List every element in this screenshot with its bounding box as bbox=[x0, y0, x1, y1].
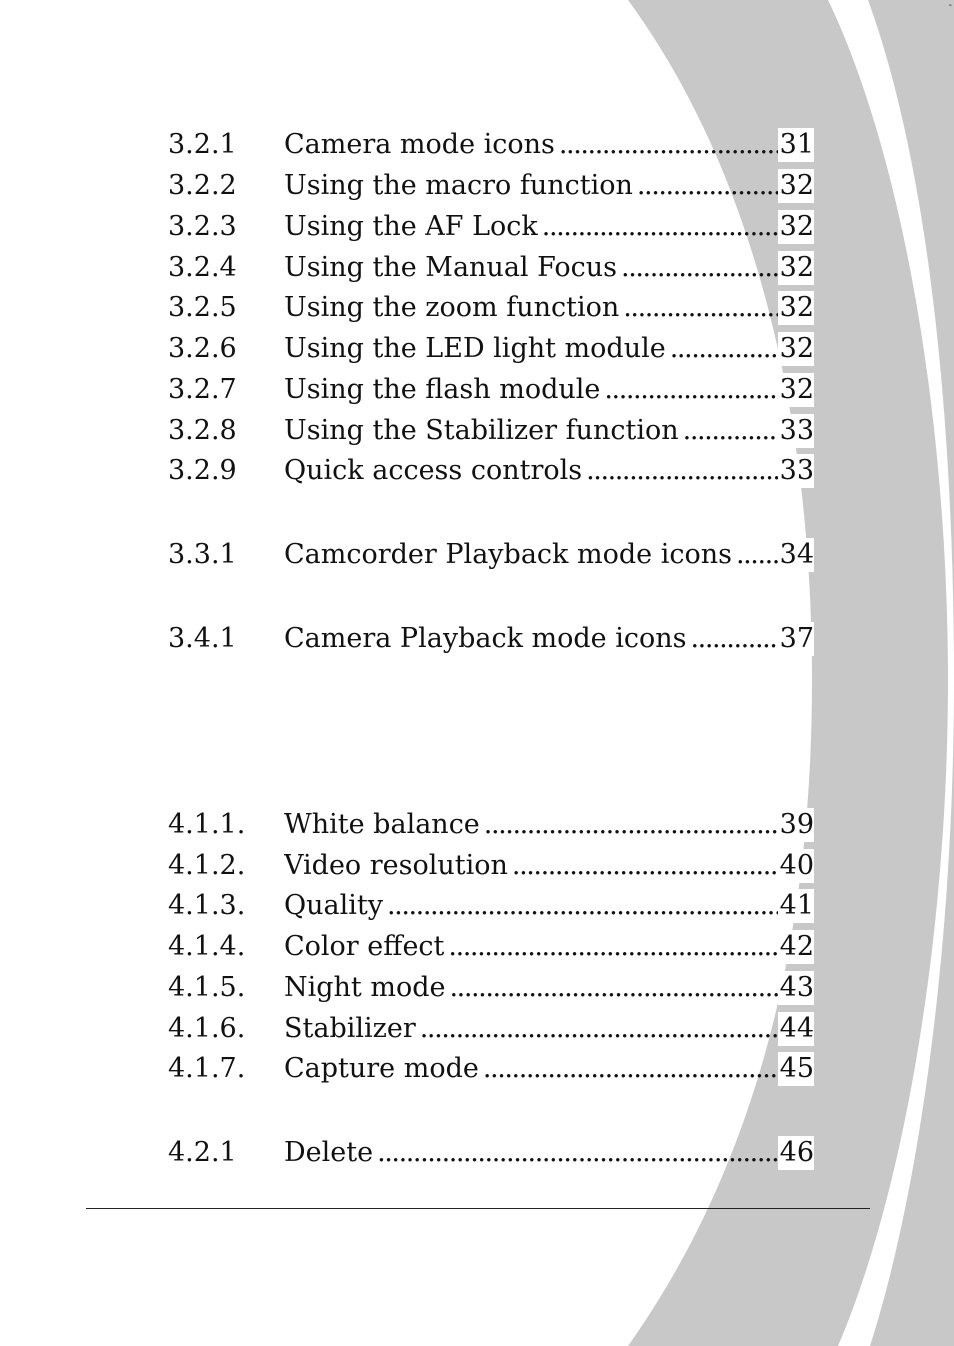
toc-entry-number: 4.1.2. bbox=[168, 850, 246, 881]
toc-entry-number: 3.2.3 bbox=[168, 211, 237, 242]
toc-entry[interactable] bbox=[168, 1136, 814, 1170]
toc-entry-number: 3.2.1 bbox=[168, 129, 237, 160]
toc-entry-page: 33 bbox=[779, 455, 814, 486]
toc-entry-title: Using the Manual Focus . . . bbox=[284, 251, 814, 285]
toc-entry-number: 4.1.4. bbox=[168, 931, 246, 962]
toc-leader-dots bbox=[416, 1013, 814, 1044]
toc-entry[interactable] bbox=[168, 454, 814, 488]
toc-leader-dots bbox=[446, 972, 815, 1003]
toc-entry[interactable] bbox=[168, 128, 814, 162]
toc-entry-page: 32 bbox=[779, 292, 814, 323]
toc-entry-page: 32 bbox=[779, 252, 814, 283]
toc-entry-title: White balance . . . bbox=[284, 808, 814, 842]
toc-entry-page: 40 bbox=[779, 850, 814, 881]
toc-entry-page: 33 bbox=[779, 415, 814, 446]
toc-entry-title: Using the LED light module . . . bbox=[284, 332, 814, 366]
toc-leader-dots bbox=[383, 890, 814, 921]
toc-entry[interactable] bbox=[168, 332, 814, 366]
toc-entry-page: 41 bbox=[779, 890, 814, 921]
toc-entry[interactable] bbox=[168, 210, 814, 244]
toc-entry-title: Camera mode icons . . . bbox=[284, 128, 814, 162]
toc-entry[interactable] bbox=[168, 622, 814, 656]
toc-entry-page: 42 bbox=[779, 931, 814, 962]
toc-leader-dots bbox=[508, 850, 814, 881]
toc-entry[interactable] bbox=[168, 169, 814, 203]
toc-entry[interactable] bbox=[168, 1052, 814, 1086]
toc-entry-number: 4.1.5. bbox=[168, 972, 246, 1003]
toc-entry[interactable] bbox=[168, 414, 814, 448]
toc-entry-title: Using the Stabilizer function . . . bbox=[284, 414, 814, 448]
toc-leader-dots bbox=[480, 809, 814, 840]
toc-entry-title: Stabilizer . . . bbox=[284, 1012, 814, 1046]
toc-entry-title: Capture mode . . . bbox=[284, 1052, 814, 1086]
toc-leader-dots bbox=[479, 1053, 814, 1084]
toc-entry-number: 4.1.6. bbox=[168, 1013, 246, 1044]
toc-entry-page: 34 bbox=[779, 539, 814, 570]
toc-entry-number: 3.2.5 bbox=[168, 292, 237, 323]
toc-entry-page: 32 bbox=[779, 374, 814, 405]
toc-entry-title: Camera Playback mode icons . . . bbox=[284, 622, 814, 656]
toc-entry-number: 4.2.1 bbox=[168, 1137, 237, 1168]
toc-entry-number: 4.1.3. bbox=[168, 890, 246, 921]
toc-entry[interactable] bbox=[168, 889, 814, 923]
toc-entry-title: Color effect . . . bbox=[284, 930, 814, 964]
corner-mark: - bbox=[948, 0, 952, 11]
toc-entry-number: 3.2.2 bbox=[168, 170, 237, 201]
toc-entry-title: Using the macro function . . . bbox=[284, 169, 814, 203]
toc-entry[interactable] bbox=[168, 251, 814, 285]
toc-entry-page: 45 bbox=[779, 1053, 814, 1084]
toc-entry-title: Quality . . . bbox=[284, 889, 814, 923]
toc-entry-title: Night mode . . . bbox=[284, 971, 814, 1005]
toc-entry-page: 31 bbox=[779, 129, 814, 160]
toc-entry-title: Using the zoom function . . . bbox=[284, 291, 814, 325]
toc-entry-title: Delete . . . bbox=[284, 1136, 814, 1170]
toc-entry-number: 3.4.1 bbox=[168, 623, 237, 654]
toc-entry-title: Using the AF Lock . . . bbox=[284, 210, 814, 244]
toc-entry-number: 3.2.7 bbox=[168, 374, 237, 405]
toc-entry[interactable] bbox=[168, 291, 814, 325]
toc-entry[interactable] bbox=[168, 849, 814, 883]
toc-entry-number: 4.1.7. bbox=[168, 1053, 246, 1084]
toc-entry[interactable] bbox=[168, 373, 814, 407]
toc-leader-dots bbox=[555, 129, 814, 160]
toc-entry-page: 39 bbox=[779, 809, 814, 840]
toc-entry-number: 4.1.1. bbox=[168, 809, 246, 840]
toc-entry-number: 3.2.4 bbox=[168, 252, 237, 283]
toc-entry-title: Using the flash module . . . bbox=[284, 373, 814, 407]
toc-entry-title: Video resolution . . . bbox=[284, 849, 814, 883]
toc-entry[interactable] bbox=[168, 930, 814, 964]
toc-entry-number: 3.2.6 bbox=[168, 333, 237, 364]
toc-entry-page: 32 bbox=[779, 333, 814, 364]
toc-leader-dots bbox=[444, 931, 814, 962]
toc-entry[interactable] bbox=[168, 971, 814, 1005]
toc-entry[interactable] bbox=[168, 538, 814, 572]
toc-entry-page: 46 bbox=[779, 1137, 814, 1168]
footer-rule bbox=[86, 1208, 870, 1209]
toc-entry-number: 3.3.1 bbox=[168, 539, 237, 570]
toc-entry-title: Camcorder Playback mode icons . . . bbox=[284, 538, 814, 572]
toc-entry-title: Quick access controls . . . bbox=[284, 454, 814, 488]
toc-entry-page: 43 bbox=[779, 972, 814, 1003]
toc-entry-page: 32 bbox=[779, 211, 814, 242]
toc-leader-dots bbox=[373, 1137, 814, 1168]
toc-entry-page: 37 bbox=[779, 623, 814, 654]
toc-leader-dots bbox=[538, 211, 814, 242]
toc-entry-number: 3.2.9 bbox=[168, 455, 237, 486]
toc-entry-page: 32 bbox=[779, 170, 814, 201]
toc-entry-page: 44 bbox=[779, 1013, 814, 1044]
toc-entry-number: 3.2.8 bbox=[168, 415, 237, 446]
toc-entry[interactable] bbox=[168, 1012, 814, 1046]
toc-entry[interactable] bbox=[168, 808, 814, 842]
